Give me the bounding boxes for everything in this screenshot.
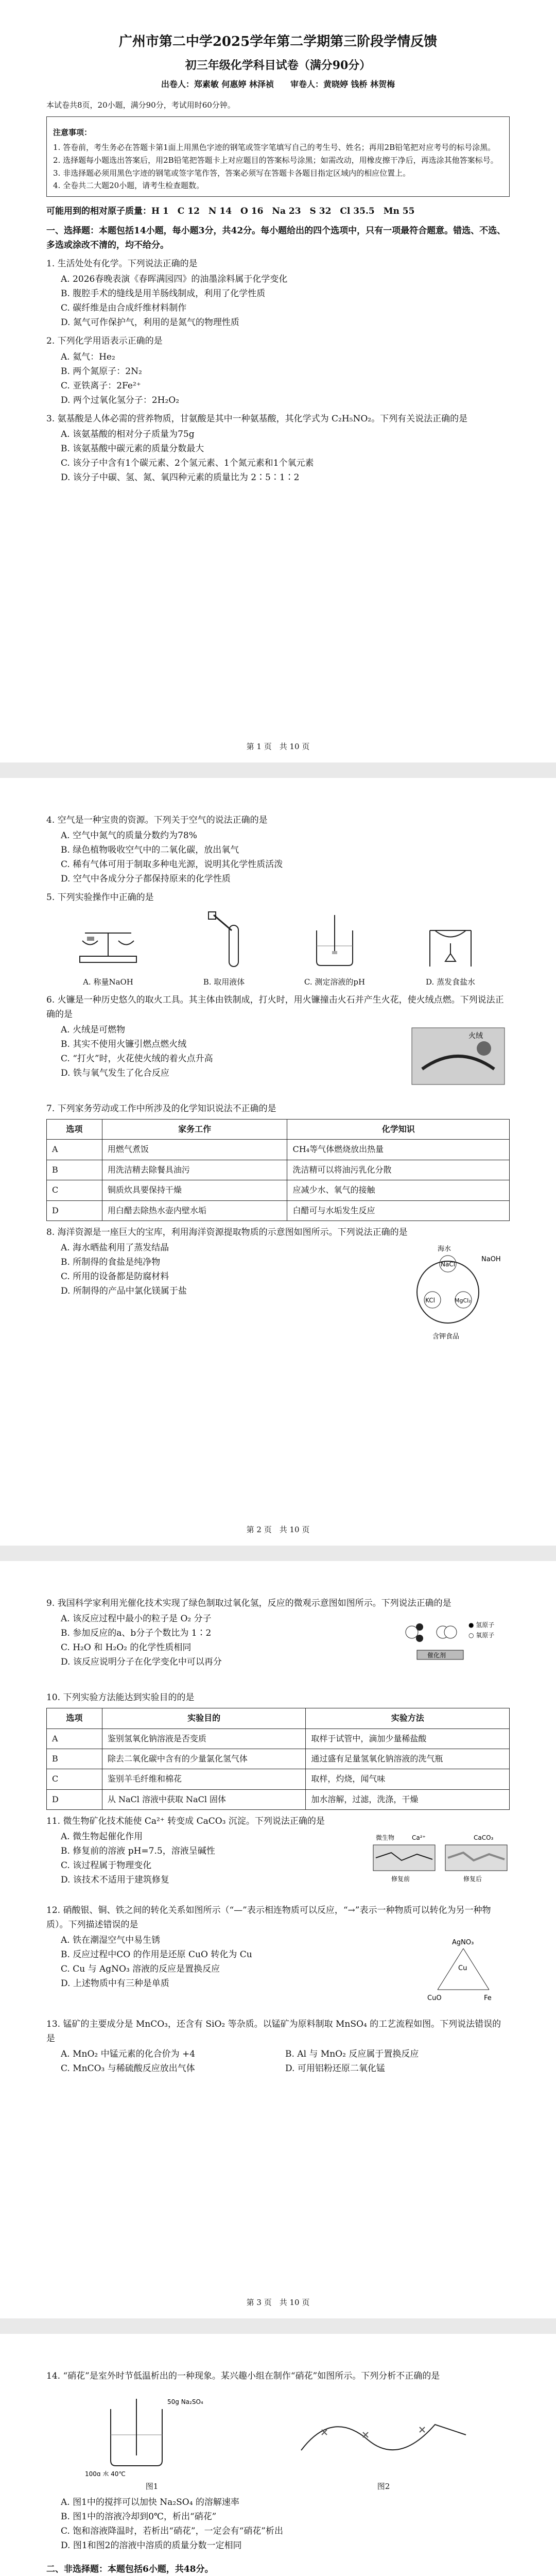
exam-rules-box	[46, 116, 510, 197]
figure-option	[193, 910, 255, 989]
options-row	[46, 2047, 510, 2076]
table-cell: A	[47, 1728, 102, 1749]
question-option: D. 图1和图2的溶液中溶质的质量分数一定相同	[61, 2540, 242, 2551]
question-option: C. H₂O 和 H₂O₂ 的化学性质相同	[61, 1642, 192, 1653]
question-option: C. 亚铁离子：2Fe²⁺	[61, 380, 141, 391]
table-cell: 用白醋去除热水壶内壁水垢	[102, 1200, 287, 1221]
page-separator	[0, 1546, 556, 1561]
table-cell: 白醋可与水垢发生反应	[287, 1200, 510, 1221]
figure-caption: 图2	[377, 2481, 390, 2491]
rules-heading: 注意事项：	[53, 128, 92, 138]
question-stem: 8. 海洋资源是一座巨大的宝库，利用海洋资源提取物质的示意图如图所示。下列说法正确的是	[46, 1227, 408, 1238]
question-option: C. “打火”时，火花使火绒的着火点升高	[61, 1053, 213, 1064]
question-table	[46, 1708, 510, 1810]
diagram-label: 100g 水 40℃	[85, 2470, 126, 2477]
question-option: A. MnO₂ 中锰元素的化合价为 +4	[61, 2049, 196, 2060]
diagram-label: KCl	[425, 1296, 435, 1304]
diagram-label: AgNO₃	[452, 1939, 474, 1947]
table-row	[47, 1140, 510, 1160]
section-heading: 二、非选择题：本题包括6小题，共48分。	[46, 2564, 214, 2574]
exam-title: 广州市第二中学2025学年第二学期第三阶段学情反馈	[118, 34, 438, 49]
question-option: D. 所制得的产品中氯化镁属于盐	[61, 1286, 187, 1297]
table-cell: 鉴别氢氧化钠溶液是否变质	[102, 1728, 306, 1749]
crystal-branch-icon	[291, 2388, 476, 2476]
page-number: 第 2 页 共 10 页	[246, 1525, 310, 1535]
saltpeter-figure	[46, 2388, 510, 2493]
figure-option-label: C. 测定溶液的pH	[304, 977, 366, 987]
question-option: B. 所制得的食盐是纯净物	[61, 1257, 161, 1268]
seawater-diagram	[386, 1241, 510, 1348]
question-option: B. 绿色植物吸收空气中的二氧化碳，放出氧气	[61, 845, 239, 856]
table-header-cell: 选项	[47, 1119, 102, 1139]
rule-item: 3. 非选择题必须用黑色字迹的钢笔或签字笔作答，答案必须写在答题卡各题目指定区域内的相应位置上。	[53, 168, 411, 178]
question-stem: 6. 火镰是一种历史悠久的取火工具。其主体由铁制成，打火时，用火镰撞击火石并产生火花，使火绒点燃。下列说法正确的是	[46, 994, 504, 1020]
table-row	[47, 1180, 510, 1200]
table-header-cell: 实验目的	[102, 1708, 306, 1728]
seawater-cycle-icon	[386, 1241, 510, 1344]
table-row	[47, 1769, 510, 1789]
table-row	[47, 1200, 510, 1221]
diagram-label: 含钾食品	[432, 1332, 460, 1341]
diagram-label: CuO	[427, 1994, 442, 2003]
diagram-label: 50g Na₂SO₄	[167, 2398, 203, 2406]
question-option: B. 该氨基酸中碳元素的质量分数最大	[61, 443, 204, 454]
micro-reaction-figure	[396, 1612, 510, 1683]
table-row	[47, 1728, 510, 1749]
lab-operations-figure	[46, 910, 510, 989]
legend-item: ○ 氧原子	[468, 1632, 495, 1639]
crack-repair-icon	[371, 1829, 510, 1891]
table-cell: D	[47, 1789, 102, 1809]
table-cell: 通过盛有足量氢氧化钠溶液的洗气瓶	[306, 1749, 510, 1769]
diagram-label: CaCO₃	[474, 1834, 494, 1842]
table-cell: 加水溶解，过滤，洗涤，干燥	[306, 1789, 510, 1809]
figure-option	[70, 910, 147, 989]
exam-page-3	[0, 1561, 556, 2318]
question-option: B. 两个氮原子：2N₂	[61, 366, 142, 377]
table-cell: 洗洁精可以将油污乳化分散	[287, 1160, 510, 1180]
question-stem: 10. 下列实验方法能达到实验目的的是	[46, 1692, 195, 1703]
question-option: C. 稀有气体可用于制取多种电光源，说明其化学性质活泼	[61, 859, 283, 870]
exam-notice: 本试卷共8页，20小题，满分90分，考试用时60分钟。	[46, 100, 235, 110]
table-cell: B	[47, 1160, 102, 1180]
diagram-label: 微生物	[376, 1834, 395, 1842]
table-cell: 取样于试管中，滴加少量稀盐酸	[306, 1728, 510, 1749]
diagram-label: NaOH	[481, 1255, 501, 1263]
diagram-label: 海水	[438, 1245, 451, 1253]
question-option: B. 图1中的溶液冷却到0℃，析出“硝花”	[61, 2511, 217, 2522]
table-cell: 取样，灼烧，闻气味	[306, 1769, 510, 1789]
rule-item: 4. 全卷共二大题20小题，请考生检查题数。	[53, 181, 204, 191]
question-stem: 9. 我国科学家利用光催化技术实现了绿色制取过氧化氢，反应的微观示意图如图所示。下列说法正确的是	[46, 1598, 451, 1608]
balance-icon	[70, 910, 147, 972]
table-row	[47, 1160, 510, 1180]
question-stem: 11. 微生物矿化技术能使 Ca²⁺ 转变成 CaCO₃ 沉淀。下列说法正确的是	[46, 1816, 325, 1827]
flint-figure	[407, 1023, 510, 1094]
test-tube-icon	[193, 910, 255, 972]
diagram-label: NaCl	[441, 1260, 456, 1268]
evaporation-icon	[414, 910, 486, 972]
table-header-cell: 家务工作	[102, 1119, 287, 1139]
figure-option-label: A. 称量NaOH	[83, 977, 133, 987]
question-option: B. 反应过程中CO 的作用是还原 CuO 转化为 Cu	[61, 1950, 252, 1960]
figure-option-label: B. 取用液体	[203, 977, 245, 987]
question-stem: 1. 生活处处有化学。下列说法正确的是	[46, 259, 198, 269]
table-cell: 从 NaCl 溶液中获取 NaCl 固体	[102, 1789, 306, 1809]
exam-page-2	[0, 778, 556, 1546]
exam-subtitle: 初三年级化学科目试卷（满分90分）	[185, 58, 371, 72]
page-number: 第 3 页 共 10 页	[246, 2298, 310, 2308]
figure-1	[80, 2388, 224, 2493]
table-header-cell: 选项	[47, 1708, 102, 1728]
diagram-label: 修复后	[463, 1875, 482, 1883]
question-option: D. 空气中各成分分子都保持原来的化学性质	[61, 874, 231, 885]
question-option: D. 氮气可作保护气，利用的是氮气的物理性质	[61, 317, 239, 328]
table-cell: C	[47, 1180, 102, 1200]
question-option: A. 空气中氮气的质量分数约为78%	[61, 831, 197, 841]
question-option: D. 上述物质中有三种是单质	[61, 1978, 169, 1989]
beaker-stir-icon	[80, 2388, 224, 2476]
figure-label: 火绒	[468, 1031, 483, 1040]
question-option: D. 该技术不适用于建筑修复	[61, 1875, 169, 1886]
table-cell: 应减少水、氧气的接触	[287, 1180, 510, 1200]
figure-option	[301, 910, 368, 989]
table-row	[47, 1789, 510, 1809]
catalyst-label: 催化剂	[427, 1652, 446, 1659]
question-option: A. 该氨基酸的相对分子质量为75g	[61, 429, 195, 439]
question-option: D. 两个过氧化氢分子：2H₂O₂	[61, 395, 180, 405]
question-stem: 5. 下列实验操作中正确的是	[46, 892, 154, 903]
rule-item: 2. 选择题每小题选出答案后，用2B铅笔把答题卡上对应题目的答案标号涂黑；如需改动，用橡皮擦干净后，再选涂其他答案标号。	[53, 155, 498, 165]
question-option: D. 铁与氧气发生了化合反应	[61, 1068, 169, 1079]
table-cell: B	[47, 1749, 102, 1769]
table-cell: 用洗洁精去除餐具油污	[102, 1160, 287, 1180]
question-option: C. 所用的设备都是防腐材料	[61, 1272, 169, 1282]
figure-2	[291, 2388, 476, 2493]
page-separator	[0, 762, 556, 778]
question-option: C. 碳纤维是由合成纤维材料制作	[61, 303, 187, 314]
question-option: A. 火绒是可燃物	[61, 1024, 126, 1035]
fire-steel-icon	[407, 1023, 510, 1090]
page-number: 第 1 页 共 10 页	[246, 742, 310, 752]
question-stem: 12. 硝酸银、铜、铁之间的转化关系如图所示（“—”表示相连物质可以反应，“→”表示一种物质可以转化为另一种物质）。下列描述错误的是	[46, 1905, 491, 1930]
question-option: C. 该分子中含有1个碳元素、2个氢元素、1个氮元素和1个氧元素	[61, 457, 314, 468]
question-option: A. 海水晒盐利用了蒸发结晶	[61, 1242, 169, 1253]
question-stem: 3. 氨基酸是人体必需的营养物质，甘氨酸是其中一种氨基酸，其化学式为 C₂H₅NO₂。下列有关说法正确的是	[46, 413, 468, 424]
question-stem: 7. 下列家务劳动或工作中所涉及的化学知识说法不正确的是	[46, 1103, 276, 1114]
ph-test-icon	[301, 910, 368, 972]
table-header-cell: 实验方法	[306, 1708, 510, 1728]
question-option: A. 铁在潮湿空气中易生锈	[61, 1935, 161, 1946]
question-option: B. 其实不使用火镰引燃点燃火绒	[61, 1039, 187, 1049]
figure-option-label: D. 蒸发食盐水	[425, 977, 476, 987]
table-cell: C	[47, 1769, 102, 1789]
exam-page-1	[0, 0, 556, 762]
table-cell: D	[47, 1200, 102, 1221]
mineralization-figure	[371, 1829, 510, 1896]
question-option: C. 饱和溶液降温时，若析出“硝花”，一定会有“硝花”析出	[61, 2526, 283, 2536]
table-cell: CH₄等气体燃烧放出热量	[287, 1140, 510, 1160]
table-header-cell: 化学知识	[287, 1119, 510, 1139]
diagram-label: MgCl₂	[455, 1297, 471, 1304]
table-cell: 铜质炊具要保持干燥	[102, 1180, 287, 1200]
question-option: B. 参加反应的a、b分子个数比为 1∶2	[61, 1628, 212, 1639]
atomic-masses: 可能用到的相对原子质量：H 1 C 12 N 14 O 16 Na 23 S 32 Cl 35.5 Mn 55	[46, 206, 415, 217]
question-stem: 2. 下列化学用语表示正确的是	[46, 336, 163, 347]
question-option: C. MnCO₃ 与稀硫酸反应放出气体	[61, 2063, 195, 2074]
question-option: A. 该反应过程中最小的粒子是 O₂ 分子	[61, 1614, 212, 1624]
section-heading: 一、选择题：本题包括14小题，每小题3分，共42分。每小题给出的四个选项中，只有一项最符合题意。错选、不选、多选或涂改不清的，均不给分。	[46, 226, 506, 251]
question-option: B. 腹腔手术的缝线是用羊肠线制成，利用了化学性质	[61, 289, 266, 299]
question-option: A. 2026春晚表演《春晖满园四》的油墨涂料属于化学变化	[61, 274, 288, 285]
question-option: B. 修复前的溶液 pH=7.5，溶液呈碱性	[61, 1846, 215, 1857]
page-separator	[0, 2318, 556, 2334]
question-option: D. 该反应说明分子在化学变化中可以再分	[61, 1657, 222, 1668]
question-table	[46, 1119, 510, 1221]
diagram-label: Fe	[484, 1994, 492, 2003]
legend-item: ● 氢原子	[468, 1621, 495, 1629]
molecule-diagram-icon	[396, 1612, 510, 1679]
table-cell: 除去二氧化碳中含有的少量氯化氢气体	[102, 1749, 306, 1769]
question-stem: 4. 空气是一种宝贵的资源。下列关于空气的说法正确的是	[46, 815, 268, 825]
table-cell: A	[47, 1140, 102, 1160]
question-option: C. Cu 与 AgNO₃ 溶液的反应是置换反应	[61, 1964, 220, 1975]
rule-item: 1. 答卷前，考生务必在答题卡第1面上用黑色字迹的钢笔或签字笔填写自己的考生号、姓名；再用2B铅笔把对应考号的标号涂黑。	[53, 143, 496, 152]
question-stem: 14. “硝花”是室外时节低温析出的一种现象。某兴趣小组在制作“硝花”如图所示。下列分析不正确的是	[46, 2371, 440, 2381]
exam-authors: 出卷人：郑素敏 何惠婷 林泽祯 审卷人：黄晓婷 钱桥 林贺梅	[161, 79, 395, 90]
table-cell: 鉴别羊毛纤维和棉花	[102, 1769, 306, 1789]
table-cell: 用燃气煮饭	[102, 1140, 287, 1160]
question-option: A. 微生物起催化作用	[61, 1832, 143, 1842]
table-row	[47, 1749, 510, 1769]
figure-caption: 图1	[145, 2481, 159, 2491]
diagram-label: Cu	[458, 1964, 467, 1973]
question-option: D. 该分子中碳、氢、氮、氧四种元素的质量比为 2∶5∶1∶2	[61, 472, 300, 483]
question-option: A. 图1中的搅拌可以加快 Na₂SO₄ 的溶解速率	[61, 2497, 239, 2507]
diagram-label: 修复前	[391, 1875, 410, 1883]
figure-option	[414, 910, 486, 989]
conversion-figure	[417, 1933, 510, 2010]
question-option: C. 该过程属于物理变化	[61, 1860, 152, 1871]
exam-page-4	[0, 2334, 556, 2576]
question-stem: 13. 锰矿的主要成分是 MnCO₃，还含有 SiO₂ 等杂质。以锰矿为原料制取 MnSO₄ 的工艺流程如图。下列说法错误的是	[46, 2019, 501, 2044]
diagram-label: Ca²⁺	[412, 1834, 426, 1842]
question-option: D. 可用铝粉还原二氧化锰	[285, 2063, 385, 2074]
conversion-triangle-icon	[417, 1933, 510, 2005]
question-option: B. Al 与 MnO₂ 反应属于置换反应	[285, 2049, 419, 2060]
question-option: A. 氦气：He₂	[61, 351, 115, 362]
